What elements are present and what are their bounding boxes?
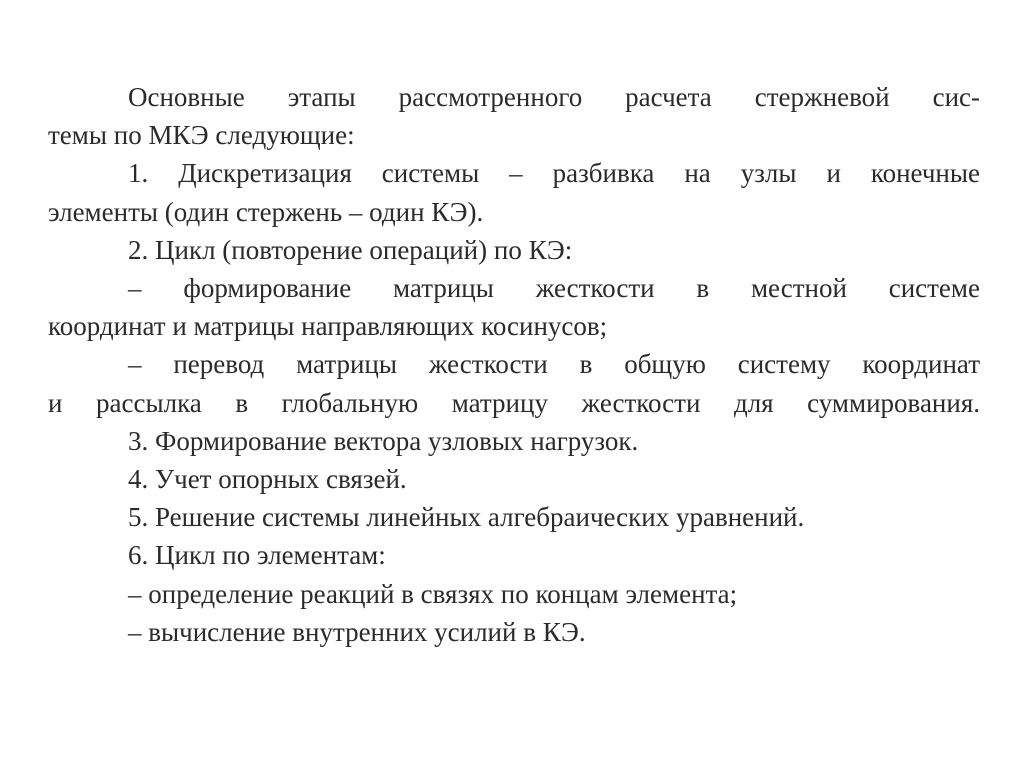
text-line: 6. Цикл по элементам: <box>128 540 386 571</box>
text-line: 5. Решение системы линейных алгебраических уравнений. <box>128 502 805 533</box>
text-line: – вычисление внутренних усилий в КЭ. <box>128 616 586 647</box>
text-line: 4. Учет опорных связей. <box>128 464 407 495</box>
text-line: 3. Формирование вектора узловых нагрузок. <box>128 425 639 456</box>
text-line: 1. Дискретизация системы – разбивка на узлы и конечные <box>128 158 980 189</box>
text-line: – перевод матрицы жесткости в общую систему координат <box>128 349 980 380</box>
text-line: – определение реакций в связях по концам элемента; <box>128 578 738 609</box>
text-line: Основные этапы рассмотренного расчета стержневой сис- <box>128 82 980 112</box>
document-text <box>48 78 980 651</box>
text-line: – формирование матрицы жесткости в местной системе <box>128 273 980 304</box>
text-line: координат и матрицы направляющих косинусов; <box>48 311 608 342</box>
text-line: элементы (один стержень – один КЭ). <box>48 196 484 227</box>
text-line: и рассылка в глобальную матрицу жесткости для суммирования. <box>48 387 980 418</box>
text-line: 2. Цикл (повторение операций) по КЭ: <box>128 234 573 265</box>
text-line: темы по МКЭ следующие: <box>48 120 355 151</box>
